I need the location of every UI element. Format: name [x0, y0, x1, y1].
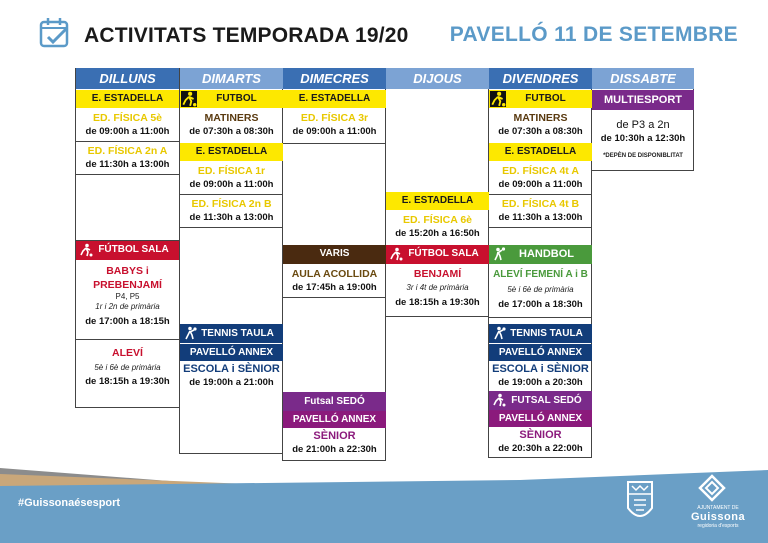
dimecres-act1: ED. FÍSICA 3r [300, 112, 369, 124]
divendres-matiners: MATINERS [513, 112, 568, 124]
divendres-tennis-label: TENNIS TAULA [510, 328, 583, 339]
dimarts-escola-time: de 19:00h a 21:00h [189, 377, 274, 388]
dimecres-estadella-header: E. ESTADELLA [283, 90, 386, 108]
divendres-slot2 [489, 195, 592, 227]
divendres-senior-time: de 20:30h a 22:00h [498, 443, 583, 454]
soccer-player-icon [79, 243, 93, 257]
ajt-line2: Guissona [690, 511, 746, 523]
dilluns-babys-sub2: 1r i 2n de primària [95, 302, 160, 311]
soccer-player-icon [492, 393, 506, 407]
dimecres-aula-time: de 17:45h a 19:00h [292, 282, 377, 293]
dimarts-annex: PAVELLÓ ANNEX [180, 344, 283, 361]
divendres-annex: PAVELLÓ ANNEX [489, 344, 592, 361]
dijous-futsal-header [386, 245, 489, 264]
divendres-tennis-header [489, 324, 592, 343]
ajuntament-logo [690, 474, 734, 504]
divendres-time1: de 09:00h a 11:00h [498, 179, 583, 190]
dimarts-slot1 [180, 162, 283, 194]
divendres-alevi: ALEVÍ FEMENÍ A i B [493, 269, 588, 280]
page-title: ACTIVITATS TEMPORADA 19/20 [84, 24, 409, 47]
dimecres-aula: AULA ACOLLIDA [291, 268, 378, 280]
dimarts-escola-block [180, 361, 283, 391]
divider [283, 143, 385, 144]
divendres-handbol-label: HANDBOL [519, 248, 574, 260]
ajuntament-text [683, 505, 753, 529]
divider [76, 174, 179, 175]
divendres-futbol-header [489, 90, 592, 108]
divendres-annex2: PAVELLÓ ANNEX [489, 410, 592, 427]
dissabte-time: de 10:30h a 12:30h [600, 133, 686, 144]
dissabte-multi-header: MULTIESPORT [592, 90, 694, 110]
dimecres-annex: PAVELLÓ ANNEX [283, 411, 386, 428]
dimarts-act1: ED. FÍSICA 1r [197, 165, 266, 177]
dilluns-act2: ED. FÍSICA 2n A [87, 145, 168, 157]
divider [76, 339, 179, 340]
dilluns-babys: BABYS i [106, 265, 149, 277]
dimecres-senior-block [283, 428, 386, 458]
divendres-escola: ESCOLA i SÈNIOR [492, 363, 589, 375]
divendres-alevi-sub: 5è i 6è de primària [507, 285, 574, 294]
dimecres-senior-time: de 21:00h a 22:30h [292, 444, 377, 455]
day-header-dilluns: DILLUNS [76, 68, 179, 89]
ajt-line3: regidoria d'esports [697, 523, 739, 529]
divendres-escola-time: de 19:00h a 20:30h [498, 377, 583, 388]
day-header-dimecres: DIMECRES [283, 68, 386, 89]
venue-title: PAVELLÓ 11 DE SETEMBRE [449, 23, 738, 46]
dimarts-matiners-time: de 07:30h a 08:30h [189, 126, 274, 137]
divider [489, 227, 591, 228]
dissabte-note: *DEPÈN DE DISPONIBLITAT [603, 153, 683, 159]
divendres-estadella-header: E. ESTADELLA [489, 143, 592, 161]
dijous-estadella-header: E. ESTADELLA [386, 192, 489, 210]
dijous-benjami-sub: 3r i 4t de primària [406, 283, 469, 292]
dijous-act1: ED. FÍSICA 6è [402, 214, 473, 226]
divendres-act2: ED. FÍSICA 4t B [501, 198, 580, 210]
divendres-matiners-time: de 07:30h a 08:30h [498, 126, 583, 137]
divider [489, 317, 591, 318]
calendar-check-icon [38, 16, 72, 50]
dimarts-futbol-header [180, 90, 283, 108]
divendres-futbol-label: FUTBOL [525, 93, 566, 104]
dimecres-time1: de 09:00h a 11:00h [292, 126, 377, 137]
dilluns-time2: de 11:30h a 13:00h [85, 159, 170, 170]
dimecres-futsal-header: Futsal SEDÓ [283, 392, 386, 411]
divendres-slot1 [489, 162, 592, 194]
day-header-dissabte: DISSABTE [592, 68, 694, 89]
day-header-dimarts: DIMARTS [180, 68, 283, 89]
dijous-slot1 [386, 211, 489, 242]
dimarts-matiners-block [180, 109, 283, 142]
divendres-handbol-header [489, 245, 592, 264]
dilluns-prebenjami: PREBENJAMÍ [93, 279, 162, 291]
dijous-benjami-time: de 18:15h a 19:30h [395, 297, 480, 308]
dimarts-time1: de 09:00h a 11:00h [189, 179, 274, 190]
dijous-benjami: BENJAMÍ [413, 268, 462, 280]
divendres-senior-block [489, 427, 592, 457]
dimarts-tennis-label: TENNIS TAULA [201, 328, 274, 339]
divendres-act1: ED. FÍSICA 4t A [502, 165, 579, 177]
divider [283, 297, 385, 298]
ajt-line1: AJUNTAMENT DE [697, 505, 739, 511]
dimecres-senior: SÈNIOR [313, 430, 356, 442]
divendres-futsal-header [489, 391, 592, 410]
table-tennis-icon [492, 326, 506, 340]
dimarts-estadella-header: E. ESTADELLA [180, 143, 283, 161]
dissabte-block [592, 112, 694, 170]
divendres-matiners-block [489, 109, 592, 142]
dimarts-matiners: MATINERS [204, 112, 259, 124]
handball-player-icon [492, 247, 506, 261]
dilluns-slot2 [76, 142, 179, 174]
dilluns-babys-block [76, 262, 179, 338]
dijous-time1: de 15:20h a 16:50h [395, 228, 480, 239]
dilluns-act1: ED. FÍSICA 5è [92, 112, 163, 124]
dilluns-alevi: ALEVÍ [112, 347, 143, 359]
dimecres-slot1 [283, 109, 386, 141]
dimarts-escola: ESCOLA i SÈNIOR [183, 363, 280, 375]
divendres-alevi-block [489, 265, 592, 315]
divendres-escola-block [489, 361, 592, 391]
divendres-alevi-time: de 17:00h a 18:30h [498, 299, 583, 310]
dimarts-futbol-label: FUTBOL [216, 93, 257, 104]
dilluns-alevi-sub: 5è i 6è de primària [94, 363, 161, 372]
dilluns-alevi-block [76, 346, 179, 396]
town-seal-logo [620, 478, 660, 528]
table-tennis-icon [183, 326, 197, 340]
dimecres-aula-block [283, 265, 386, 297]
dilluns-babys-sub1: P4, P5 [115, 292, 140, 301]
dimarts-slot2 [180, 195, 283, 227]
dilluns-alevi-time: de 18:15h a 19:30h [85, 376, 170, 387]
dimarts-tennis-header [180, 324, 283, 343]
divider [180, 227, 282, 228]
soccer-player-icon [490, 91, 506, 107]
divendres-senior: SÈNIOR [519, 429, 562, 441]
dilluns-futsal-label: FÚTBOL SALA [98, 244, 169, 255]
soccer-player-icon [389, 247, 403, 261]
dilluns-futsal-header [76, 241, 179, 260]
hashtag: #Guissonaésesport [18, 497, 121, 509]
day-header-divendres: DIVENDRES [489, 68, 592, 89]
dilluns-babys-time: de 17:00h a 18:15h [85, 316, 170, 327]
dimarts-time2: de 11:30h a 13:00h [189, 212, 274, 223]
dimecres-varis-header: VARIS [283, 245, 386, 264]
dissabte-age: de P3 a 2n [616, 119, 670, 131]
dilluns-slot1 [76, 109, 179, 141]
dijous-benjami-block [386, 265, 489, 315]
dijous-futsal-label: FÚTBOL SALA [408, 248, 479, 259]
day-header-dijous: DIJOUS [386, 68, 489, 89]
dilluns-estadella-header: E. ESTADELLA [76, 90, 179, 108]
divendres-futsal-label: FUTSAL SEDÓ [511, 395, 582, 406]
divendres-time2: de 11:30h a 13:00h [498, 212, 583, 223]
soccer-player-icon [181, 91, 197, 107]
dimarts-act2: ED. FÍSICA 2n B [191, 198, 272, 210]
dilluns-time1: de 09:00h a 11:00h [85, 126, 170, 137]
